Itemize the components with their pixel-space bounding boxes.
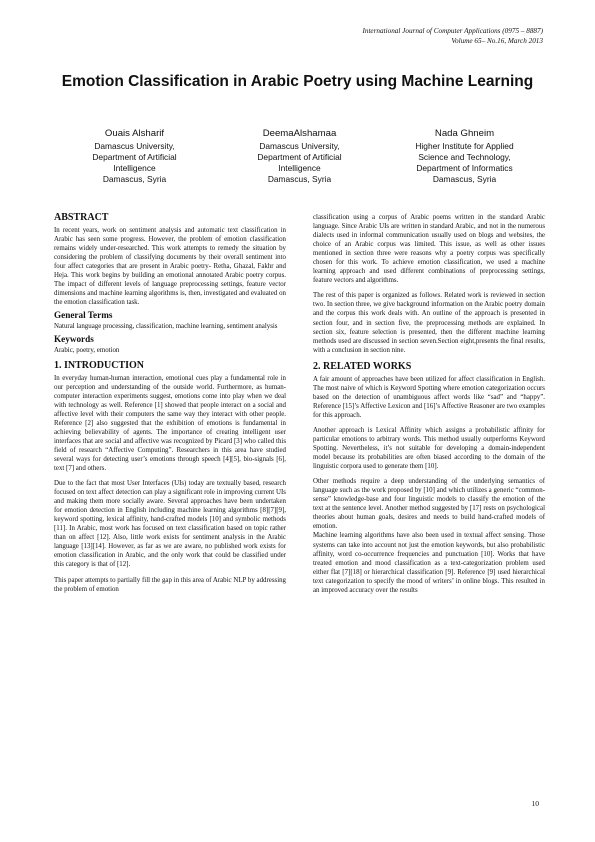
intro-paragraph-3-continued: classification using a corpus of Arabic poems written in the standard Arabic language. Since Arabic UIs are written in standard Arabic, and not in the numerous dialects used in informal communication usually used on blogs and websites, the choice of an Arabic corpus was limited. This issue, as well as other issues mentioned in section three were reasons why a poetry corpus was specifically chosen for this work. To achieve emotion classification, we used a machine learning approach and used different combinations of preprocessing settings, feature vectors and algorithms.: [313, 214, 545, 285]
author-name: DeemaAlshamaa: [262, 128, 337, 139]
introduction-heading: 1. INTRODUCTION: [54, 359, 145, 371]
author-affiliation-line: Department of Artificial: [257, 152, 342, 162]
author-1: [52, 128, 217, 185]
left-column: [54, 212, 286, 600]
author-affiliation-line: Department of Informatics: [416, 163, 513, 173]
author-affiliation-line: Damascus, Syria: [102, 174, 167, 184]
keywords-text: Arabic, poetry, emotion: [54, 347, 120, 355]
general-terms-text: Natural language processing, classification, machine learning, sentiment analysis: [54, 323, 278, 331]
author-affiliation-line: Damascus, Syria: [432, 174, 497, 184]
author-affiliation-line: Intelligence: [113, 163, 156, 173]
general-terms-heading: General Terms: [54, 310, 113, 321]
intro-paragraph-1: In everyday human-human interaction, emotional cues play a fundamental role in our perception and understanding of the outside world. Furthermore, as human-computer interaction experiments suggest, emotions come into play when we deal with technology as well. Reference [1] showed that people interact on a social and affective level with their computers the same way they interact with other people. Reference [2] also suggested that the exhibition of emotions is fundamental in achieving believability of agents. The importance of creating intelligent user interfaces that are social and affective was recognized by Picard [3] who called this field of research “Affective Computing”. Researchers in this area have studied several ways for detecting user’s emotions through speech [4][5], bio-signals [6], text [7] and others.: [54, 374, 286, 472]
author-3: [382, 128, 547, 185]
abstract-text: In recent years, work on sentiment analysis and automatic text classification in Arabic has seen some progress. However, the problem of emotion classification remains widely under-researched. This work attempts to remedy the situation by considering the problem of classifying documents by their overall sentiment into four affect categories that are present in Arabic poetry- Retha, Ghazal, Fakhr and Heja. This work begins by building an emotional annotated Arabic poetry corpus. The impact of different levels of language preprocessing settings, feature vector dimensions and machine learning algorithms is, then, investigated and evaluated on the emotion classification task.: [54, 227, 286, 307]
author-affiliation-line: Science and Technology,: [418, 152, 511, 162]
page-number: 10: [531, 799, 539, 808]
related-works-heading: 2. RELATED WORKS: [313, 360, 412, 372]
journal-name: International Journal of Computer Applications (0975 – 8887): [362, 27, 543, 35]
author-name: Ouais Alsharif: [104, 128, 165, 139]
author-affiliation-line: Damascus University,: [259, 141, 340, 151]
author-2: [217, 128, 382, 185]
intro-paragraph-2: Due to the fact that most User Interfaces (UIs) today are textually based, research focused on text affect detection can play a significant role in improving current UIs and making them more socially aware. Several approaches have been undertaken for emotion detection in English including machine learning algorithms [8][7][9], keyword spotting, lexical affinity, hand-crafted models [10] and symbolic methods [11]. In Arabic, most work has focused on text classification based on topic rather than on affect [12]. Also, little work exists for sentiment analysis in the Arabic language [13][14]. However, as far as we are aware, no published work exists for emotion classification in Arabic, and the only work that could be classified under this category is that of [12].: [54, 480, 286, 569]
right-column: [313, 213, 545, 601]
related-paragraph-1: A fair amount of approaches have been utilized for affect classification in English. The most naive of which is Keyword Spotting where emotion categorization occurs based on the detection of unambiguous affect words like “sad” and “happy”. Reference [15]’s Affective Lexicon and [16]’s Affective Reasoner are two examples for this approach.: [313, 375, 545, 419]
paper-title: Emotion Classification in Arabic Poetry using Machine Learning: [61, 73, 534, 90]
author-affiliation-line: Intelligence: [278, 163, 321, 173]
related-paragraph-2: Another approach is Lexical Affinity which assigns a probabilistic affinity for particular emotions to arbitrary words. This method usually outperforms Keyword Spotting. Nevertheless, it’s not suitable for developing a domain-independent model because its probabilities are often biased according to the domain of the linguistic corpora used to generate them [10].: [313, 426, 545, 471]
journal-volume: Volume 65– No.16, March 2013: [451, 37, 543, 45]
keywords-heading: Keywords: [54, 334, 94, 345]
author-block: [52, 128, 547, 185]
author-affiliation-line: Department of Artificial: [92, 152, 177, 162]
author-affiliation-line: Damascus University,: [94, 141, 175, 151]
abstract-heading: ABSTRACT: [54, 212, 109, 223]
related-paragraph-3: Other methods require a deep understanding of the underlying semantics of language such as the work proposed by [10] and which utilizes a generic “common-sense” knowledge-base and four linguistic models to classify the emotion of the text at the sentence level. Another method suggested by [17] rests on psychological theories about human goals, desires and needs to build hand-crafted models of emotion.: [313, 478, 545, 531]
journal-header: [362, 26, 543, 46]
intro-paragraph-3: This paper attempts to partially fill the gap in this area of Arabic NLP by addressing the problem of emotion: [54, 576, 286, 593]
author-name: Nada Ghneim: [434, 128, 495, 139]
intro-paragraph-4: The rest of this paper is organized as follows. Related work is reviewed in section two. In section three, we give background information on the Arabic poetry domain and the corpus this work deals with. An outline of the approach is presented in section four, and in section five, the preprocessing methods are explained. In section six, feature selection is presented, then the different machine learning methods used are discussed in section seven.Section eight,presents the final results, with a conclusion in section nine.: [313, 292, 545, 354]
author-affiliation-line: Damascus, Syria: [267, 174, 332, 184]
related-paragraph-4: Machine learning algorithms have also been used in textual affect sensing. Those systems can take into account not just the emotion keywords, but also probabilistic affinity, word co-occurrence frequencies and punctuation [10]. Works that have treated emotion and mood classification as a text-categorization problem used either flat [7][18] or hierarchical classification [9]. Reference [9] used hierarchical text categorization to specify the mood of writers’ in online blogs. This resulted in an improved accuracy over the results: [313, 532, 545, 594]
author-affiliation-line: Higher Institute for Applied: [415, 141, 514, 151]
